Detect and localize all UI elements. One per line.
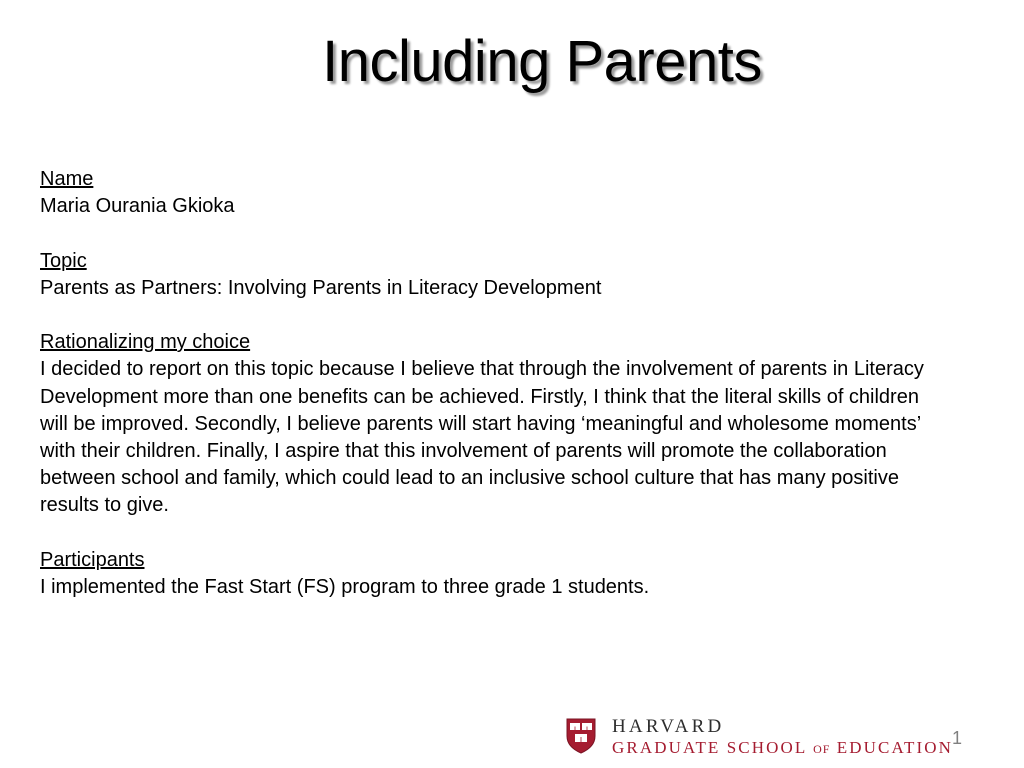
section-heading: Topic — [40, 249, 87, 272]
section-body: Parents as Partners: Involving Parents in Literacy Development — [40, 276, 602, 299]
section-heading: Participants — [40, 548, 145, 571]
section-body: I implemented the Fast Start (FS) program to three grade 1 students. — [40, 576, 650, 598]
logo-wordmark-part: EDUCATION — [830, 738, 953, 757]
slide-content — [40, 166, 950, 628]
section-topic — [40, 248, 950, 302]
section-body: Maria Ourania Gkioka — [40, 195, 235, 218]
slide-title: Including Parents — [322, 29, 762, 94]
section-heading: Name — [40, 168, 94, 190]
section-heading: Rationalizing my choice — [40, 331, 251, 354]
logo-wordmark-of: OF — [813, 742, 831, 756]
section-body: I decided to report on this topic because I believe that through the involvement of parents in Literacy Development more than one benefits can be achieved. Firstly, I think that the literal skills of children will be improved. Secondly, I believe parents will start having ‘meaningful and wholesome moments’ with their children. Finally, I aspire that this involvement of parents will promote the collaboration between school and family, which could lead to an inclusive school culture that has many positive results to give. — [40, 358, 924, 517]
section-participants — [40, 547, 950, 601]
section-rationale — [40, 329, 950, 519]
harvard-gse-logo — [566, 716, 1016, 760]
logo-wordmark-harvard: HARVARD — [612, 716, 725, 737]
logo-wordmark-school — [612, 737, 953, 760]
section-name — [40, 166, 950, 220]
logo-wordmark-part: GRADUATE SCHOOL — [612, 738, 814, 757]
harvard-shield-icon — [566, 718, 596, 754]
page-number: 1 — [952, 728, 963, 748]
